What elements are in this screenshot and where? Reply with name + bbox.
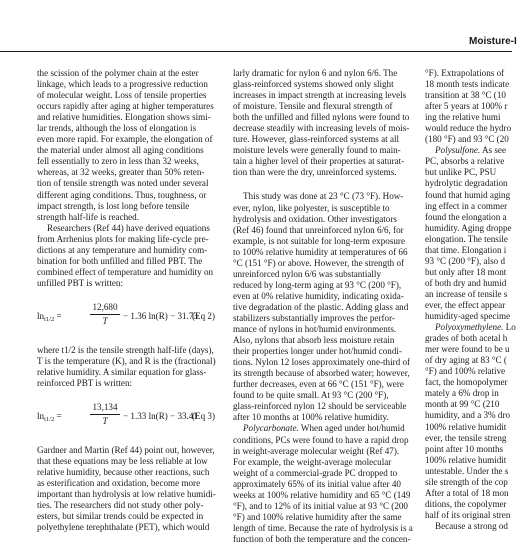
paragraph: Polycarbonate. When aged under hot/humid conditions, PCs were found to have a rapid drop in weight-average molecular weight (Ref 47). For example, the weight-average molecular weight of a commercial-grade PC dropped to approximately 65% of its initial value after 40 weeks at 100% relative humidity and 65 °C (149 °F), and to 12% of its initial value at 93 °C (200 °F) and 100% relative humidity after the same length of time. Because the rate of hydrolysis is a function of both the temperature and the concen- [233,423,413,544]
paragraph: This study was done at 23 °C (73 °F). How- ever, nylon, like polyester, is susceptible to hydrolysis and oxidation. Other investigators (Ref 46) found that unreinforced nylon 6/6, for example, is not suitable for long-term exposure to 100% relative humidity at temperatures of 66 °C (151 °F) or above. However, the strength of unreinforced nylon 6/6 was substantially reduced by long-term aging at 93 °C (200 °F), even at 0% relative humidity, indicating oxida- tive degradation of the plastic. Adding glass and stabilizers substantially improves the perfor- mance of nylons in hot/humid environments. Also, nylons that absorb less moisture retain their properties longer under hot/humid condi- tions. Nylon 12 loses approximately one-third of its strength because of absorbed water; however, further decreases, even at 66 °C (151 °F), were found to be quite small. At 93 °C (200 °F), glass-reinforced nylon 12 should be serviceable after 10 months at 100% relative humidity. [233,191,411,423]
section-lead: Polycarbonate. [243,423,299,434]
paragraph: larly dramatic for nylon 6 and nylon 6/6. The glass-reinforced systems showed only slight increases in impact strength at increasing levels of moisture. Tensile and flexural strength of both the unfilled and filled nylons were found to decrease steadily with increasing levels of mois- ture. However, glass-reinforced systems at all moisture levels were generally found to main- tain a higher level of their properties at saturat- tion than were the dry, unreinforced systems. [233,68,410,178]
equation-number: (Eq 2) [192,310,215,321]
equation-number: (Eq 3) [192,411,215,422]
section-lead: Polyoxymethylene. [435,322,504,333]
paragraph: Polyoxymethylene. Lo grades of both acetal h mer were found to be u of dry aging at 83 °C ( °F) and 100% relative fact, the homopolymer mately a 6% drop in month at 99 °C (210 humidity, and a 3% dro 100% relative humidit ever, the tensile streng point after 10 months 100% relative humidit untestable. Under the s sile strength of the cop After a total of 18 mon ditions, the copolymer half of its original stren [425,322,516,520]
paragraph: °F). Extrapolations of 18 month tests indicate transition at 38 °C (10 after 5 years at 100% r ing the relative humi would reduce the hydro (180 °F) and 93 °C (20 [425,68,512,145]
section-lead: Polysulfone. [435,145,481,156]
equation-2: $\ln_{t1/2}$ = $\frac{12,680}{T}$ − 1.36 ln(R) − 31.73 (Eq 2) [37,301,215,326]
column-2 [233,68,415,545]
paragraph: Polysulfone. As see PC, absorbs a relative but unlike PC, PSU hydrolytic degradation found that humid aging ing effect in a commer found the elongation a humidity. Aging droppe elongation. The tensile that time. Elongation i 93 °C (200 °F), also d but only after 18 mont of both dry and humid an increase of tensile s ever, the effect appear humidity-aged specime [425,145,512,322]
column-1 [37,68,218,534]
paragraph: the scission of the polymer chain at the ester linkage, which leads to a progressive reduction of molecular weight. Loss of tensile properties occurs rapidly after aging at higher temperatures and relative humidities. Elongation shows simi- lar trends, although the loss of elongation is even more rapid. For example, the elongation of the material under almost all aging conditions fell essentially to zero in less than 32 weeks, whereas, at 32 weeks, greater than 50% reten- tion of tensile strength was noted under several different aging conditions. Thus, toughness, or impact strength, is lost long before tensile strength half-life is reached. [37,68,214,222]
paragraph: Gardner and Martin (Ref 44) point out, however, that these equations may be less reliable at low relative humidity, because other reactions, such as esterification and oxidation, become more important than hydrolysis at low relative humidi- ties. The researchers did not study other poly- esters, but similar trends could be expected in polyethylene terephthalate (PET), which would [37,445,216,533]
column-3: °F). Extrapolations of 18 month tests indicate transition at 38 °C (10 after 5 years at 100% r ing the relative humi would reduce the hydro (180 °F) and 93 °C (20 Polysulfone. As see PC, absorbs a relative but unlike PC, PSU hydrolytic degradation found that humid aging ing effect in a commer found the elongation a humidity. Aging droppe elongation. The tensile that time. Elongation i 93 °C (200 °F), also d but only after 18 mont of both dry and humid an increase of tensile s ever, the effect appear humidity-aged specime Polyoxymethylene. Lo grades of both acetal h mer were found to be u of dry aging at 83 °C ( °F) and 100% relative fact, the homopolymer mately a 6% drop in month at 99 °C (210 humidity, and a 3% dro 100% relative humidit ever, the tensile streng point after 10 months 100% relative humidit untestable. Under the s sile strength of the cop After a total of 18 mon ditions, the copolymer half of its original stren Because a strong od [425,68,525,532]
paragraph: Researchers (Ref 44) have derived equations from Arrhenius plots for making life-cycle pre- dictions at any temperature and humidity com- bination for both unfilled and filled PBT. The combined effect of temperature and humidity on unfilled PBT is written: [37,222,214,288]
running-header: Moisture-I [469,36,517,47]
paragraph: where t1/2 is the tensile strength half-life (days), T is the temperature (K), and R is the (fractional) relative humidity. A similar equation for glass- reinforced PBT is written: [37,344,216,389]
equation-3: $\ln_{t1/2}$ = $\frac{13,134}{T}$ − 1.33 ln(R) − 33.41 (Eq 3) [37,402,215,427]
header-rule [0,51,512,52]
